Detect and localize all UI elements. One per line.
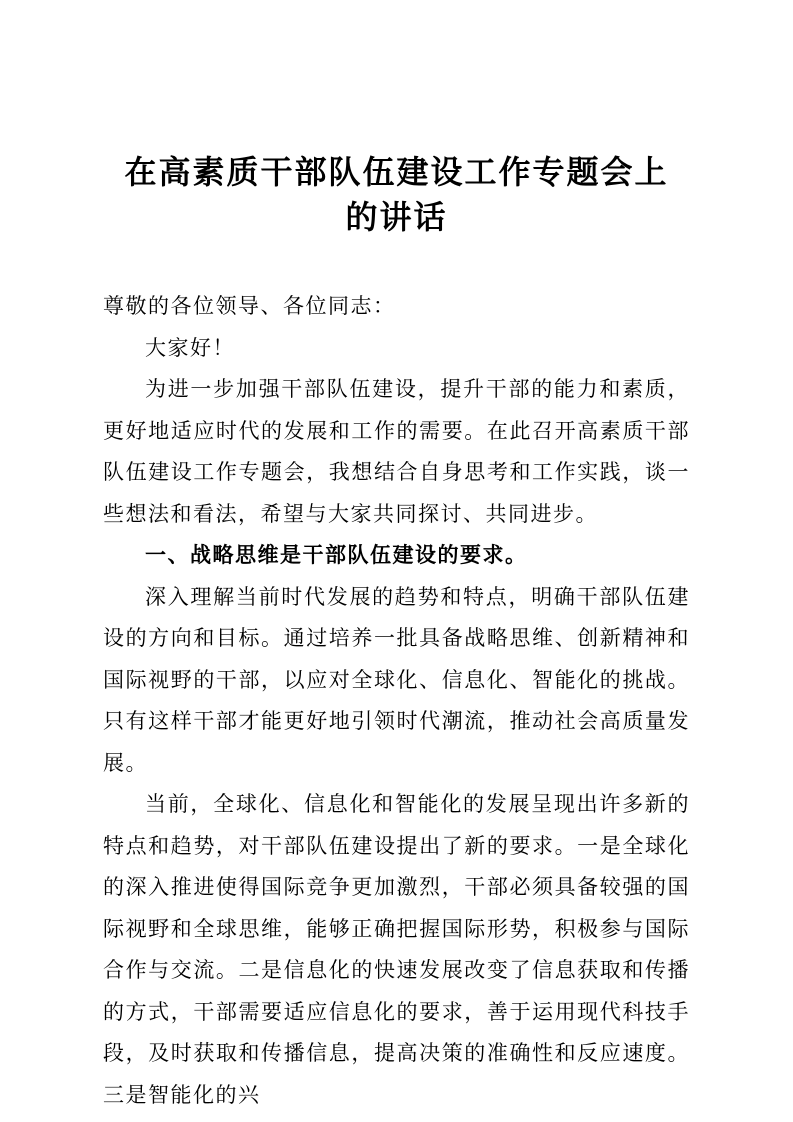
paragraph-section1-body: 深入理解当前时代发展的趋势和特点，明确干部队伍建设的方向和目标。通过培养一批具备战略思维、创新精神和国际视野的干部，以应对全球化、信息化、智能化的挑战。只有这样干部才能更好地引领时代潮流，推动社会高质量发展。 xyxy=(103,584,690,775)
section-heading-1: 一、战略思维是干部队伍建设的要求。 xyxy=(145,543,528,567)
paragraph-intro: 为进一步加强干部队伍建设，提升干部的能力和素质，更好地适应时代的发展和工作的需要。在此召开高素质干部队伍建设工作专题会，我想结合自身思考和工作实践，谈一些想法和看法，希望与大家共同探讨、共同进步。 xyxy=(103,377,690,526)
document-title-line-2: 的讲话 xyxy=(345,199,448,235)
paragraph-section1-trends: 当前，全球化、信息化和智能化的发展呈现出许多新的特点和趋势，对干部队伍建设提出了新的要求。一是全球化的深入推进使得国际竞争更加激烈，干部必须具备较强的国际视野和全球思维，能够正确把握国际形势，积极参与国际合作与交流。二是信息化的快速发展改变了信息获取和传播的方式，干部需要适应信息化的要求，善于运用现代科技手段，及时获取和传播信息，提高决策的准确性和反应速度。三是智能化的兴 xyxy=(103,792,690,1107)
paragraph-greeting: 大家好！ xyxy=(145,335,235,360)
paragraph-salutation: 尊敬的各位领导、各位同志： xyxy=(103,294,396,318)
document-title-line-1: 在高素质干部队伍建设工作专题会上 xyxy=(124,154,669,190)
document-title xyxy=(103,150,690,240)
